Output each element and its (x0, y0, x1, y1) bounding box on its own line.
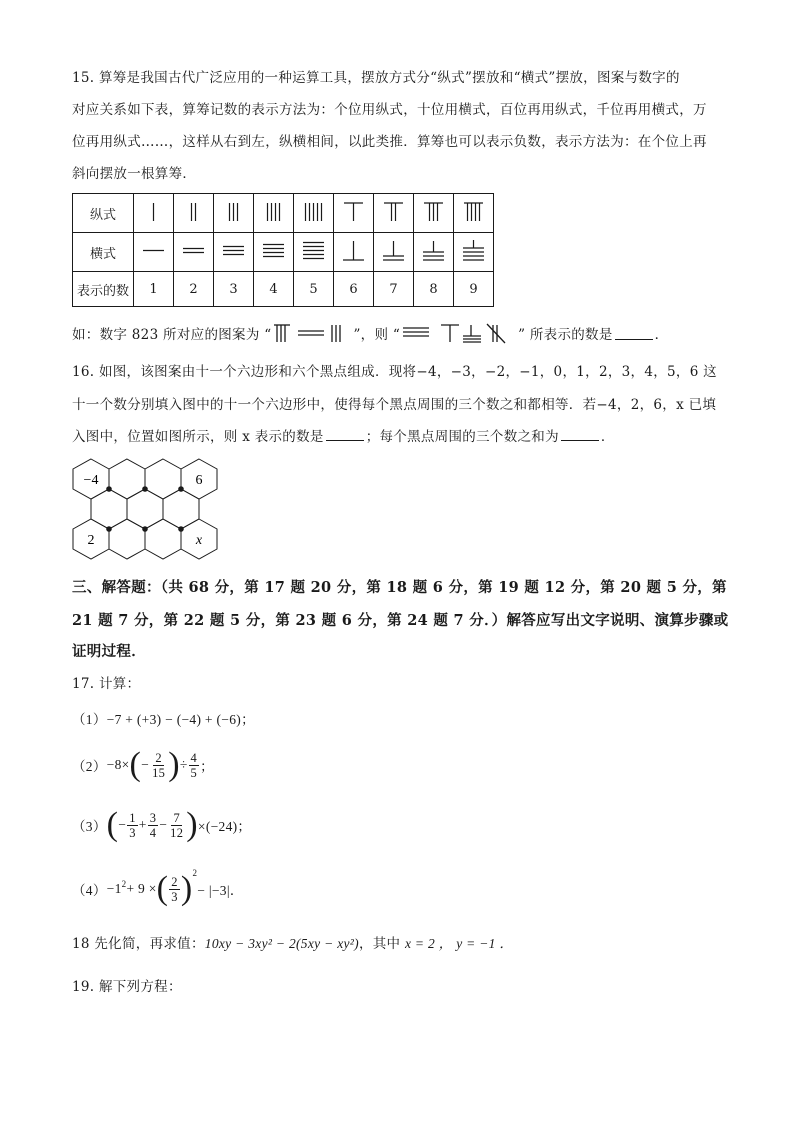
hex-label-top-right: 6 (195, 473, 203, 488)
black-dot (178, 486, 184, 492)
rod-vertical-2 (174, 194, 214, 233)
minus-sign: − (118, 817, 127, 832)
numerator: 4 (190, 750, 198, 765)
q17-p2-div: ÷ (179, 757, 188, 772)
black-dot (106, 486, 112, 492)
q17-p4-mid: + 9 × (126, 881, 157, 896)
q17-p4-tail: − |−3|． (197, 883, 244, 898)
section3-line-1: 三、解答题：（共 68 分，第 17 题 20 分，第 18 题 6 分，第 19 题 12 分，第 20 题 5 分，第 (72, 579, 727, 596)
q17-p4-label: （4） (72, 883, 107, 898)
plus-sign: + (138, 817, 147, 832)
fraction (169, 875, 180, 904)
q15-line-4: 斜向摆放一根算筹． (72, 166, 197, 182)
answer-blank-sum (561, 428, 599, 441)
value-cell: 1 (134, 272, 174, 307)
exponent: 2 (192, 868, 198, 878)
q18-condition: x = 2 ， y = −1 ． (404, 936, 514, 951)
answer-blank-q15 (615, 327, 653, 340)
rod-pattern-question (401, 322, 517, 344)
fraction (150, 751, 167, 780)
rod-vertical-3 (214, 194, 254, 233)
example-prefix: 如：数字 823 所对应的图案为 “ (72, 327, 272, 343)
denominator: 12 (170, 825, 184, 840)
example-mid: ”，则 “ (353, 327, 401, 343)
hex-label-bottom-left: 2 (87, 533, 95, 548)
q17-p2-label: （2） (72, 759, 107, 774)
section3-line-2: 21 题 7 分，第 22 题 5 分，第 23 题 6 分，第 24 题 7 分．）解答应写出文字说明、演算步骤或 (72, 612, 729, 629)
q19-title: 19. 解下列方程： (72, 979, 182, 995)
rod-vertical-1 (134, 194, 174, 233)
rod-vertical-8 (414, 194, 454, 233)
fraction (189, 751, 200, 780)
q15-line-2: 对应关系如下表，算筹记数的表示方法为：个位用纵式，十位用横式，百位再用纵式，千位再用横式，万 (72, 102, 707, 118)
hex-label-top-left: −4 (83, 473, 99, 488)
example-suffix: ” 所表示的数是 (518, 327, 613, 343)
denominator: 5 (190, 765, 198, 780)
numerator: 2 (171, 874, 178, 889)
q15-line-1: 15. 算筹是我国古代广泛应用的一种运算工具，摆放方式分“纵式”摆放和“横式”摆放，图案与数字的 (72, 70, 680, 86)
fraction (127, 811, 138, 840)
row-label-vertical: 纵式 (73, 194, 134, 233)
rod-horizontal-3 (214, 233, 254, 272)
rod-vertical-9 (454, 194, 494, 233)
rod-vertical-7 (374, 194, 414, 233)
rod-horizontal-7 (374, 233, 414, 272)
q15-line-3: 位再用纵式……，这样从右到左，纵横相间，以此类推．算筹也可以表示负数，表示方法为：在个位上再 (72, 134, 707, 150)
q18-expression: 10xy − 3xy² − 2(5xy − xy²) (204, 936, 359, 951)
q15-example-line (72, 322, 668, 344)
value-cell: 8 (414, 272, 454, 307)
paren-open: ( (129, 746, 142, 783)
rod-horizontal-1 (134, 233, 174, 272)
rod-pattern-823 (272, 322, 352, 344)
q16-line-3b: ；每个黑点周围的三个数之和为 (365, 429, 559, 445)
q17-p3-label: （3） (72, 819, 107, 834)
rod-horizontal-5 (294, 233, 334, 272)
q17-p2-pre: −8× (106, 757, 130, 772)
rod-horizontal-9 (454, 233, 494, 272)
paren-close: ) (186, 806, 198, 843)
numerator: 1 (129, 810, 136, 825)
rod-vertical-4 (254, 194, 294, 233)
paren-open: ( (106, 806, 119, 843)
value-cell: 6 (334, 272, 374, 307)
rod-horizontal-4 (254, 233, 294, 272)
q18-mid: ，其中 (358, 936, 405, 952)
q18-line (72, 932, 513, 952)
q17-part-3 (72, 808, 251, 842)
example-end: ． (654, 327, 669, 343)
value-cell: 7 (374, 272, 414, 307)
denominator: 15 (152, 765, 166, 780)
rod-vertical-5 (294, 194, 334, 233)
denominator: 4 (149, 825, 157, 840)
rods-vertical-row (73, 194, 494, 233)
exponent: 2 (121, 879, 127, 889)
q16-line-3 (72, 425, 615, 445)
paren-close: ) (168, 746, 180, 783)
fraction (148, 811, 159, 840)
minus-sign: − (141, 757, 150, 772)
q17-p4-pre: −1 (106, 881, 122, 896)
q16-line-3a: 入图中，位置如图所示，则 x 表示的数是 (72, 429, 324, 445)
row-label-horizontal: 横式 (73, 233, 134, 272)
answer-blank-x (326, 428, 364, 441)
value-cell: 3 (214, 272, 254, 307)
q17-part-1: （1）−7 + (+3) − (−4) + (−6)； (72, 712, 255, 727)
numerator: 2 (155, 750, 162, 765)
minus-sign: − (159, 817, 168, 832)
row-label-value: 表示的数 (73, 272, 134, 307)
value-cell: 4 (254, 272, 294, 307)
q17-title: 17. 计算： (72, 676, 141, 692)
hexagon-figure (68, 452, 228, 564)
black-dot (142, 526, 148, 532)
value-cell: 9 (454, 272, 494, 307)
black-dot (106, 526, 112, 532)
counting-rod-table (72, 193, 494, 307)
paren-open: ( (156, 870, 169, 907)
q18-prefix: 18 先化简，再求值： (72, 936, 205, 952)
black-dot (142, 486, 148, 492)
section3-line-3: 证明过程． (72, 643, 146, 660)
q17-p2-end: ； (200, 759, 214, 774)
numerator: 3 (149, 810, 157, 825)
rod-vertical-6 (334, 194, 374, 233)
denominator: 3 (171, 889, 178, 904)
rods-horizontal-row (73, 233, 494, 272)
value-cell: 2 (174, 272, 214, 307)
paren-close: ) (180, 870, 193, 907)
value-cell: 5 (294, 272, 334, 307)
fraction (168, 811, 185, 840)
q17-part-2 (72, 748, 214, 782)
numerator: 7 (173, 810, 180, 825)
q16-line-2: 十一个数分别填入图中的十一个六边形中，使得每个黑点周围的三个数之和都相等．若−4，2，6，x 已填 (72, 397, 717, 413)
rod-horizontal-2 (174, 233, 214, 272)
hex-label-bottom-right: x (195, 533, 203, 548)
rods-value-row (73, 272, 494, 307)
rod-horizontal-8 (414, 233, 454, 272)
q16-line-1: 16. 如图，该图案由十一个六边形和六个黑点组成．现将−4，−3，−2，−1，0，1，2，3，4，5，6 这 (72, 364, 717, 380)
q17-p3-tail: ×(−24)； (197, 819, 252, 834)
black-dot (178, 526, 184, 532)
denominator: 3 (129, 825, 136, 840)
rod-horizontal-6 (334, 233, 374, 272)
q17-part-4 (72, 868, 244, 907)
q16-line-3c: ． (600, 429, 615, 445)
